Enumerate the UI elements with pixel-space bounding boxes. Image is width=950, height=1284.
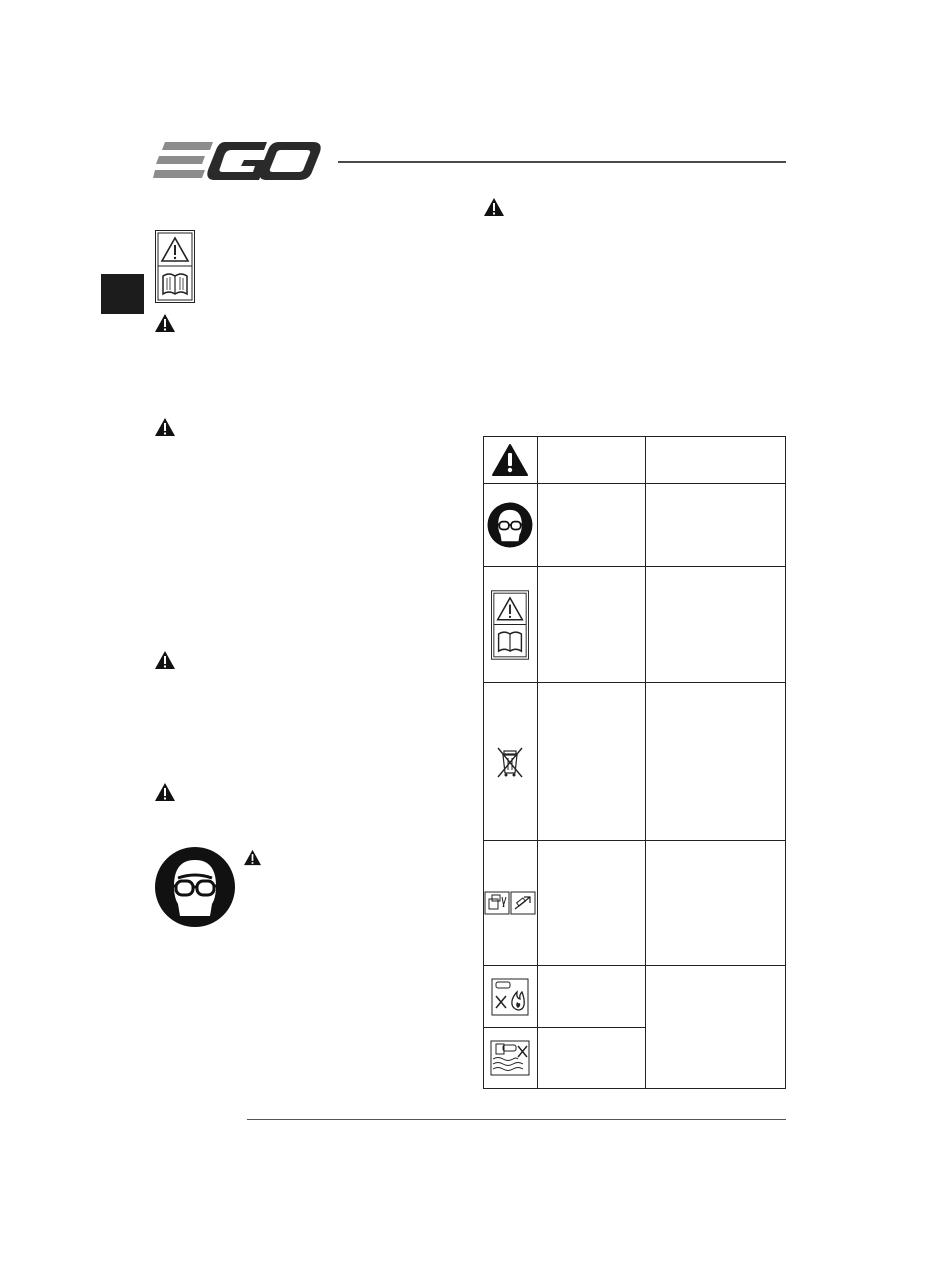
symbol-meaning-cell	[646, 841, 786, 966]
no-fire-icon	[491, 978, 529, 1016]
warning-triangle-icon	[491, 443, 529, 477]
table-row	[484, 841, 786, 966]
table-row	[484, 966, 786, 1028]
symbol-name-cell	[537, 841, 645, 966]
eye-protection-icon	[154, 846, 236, 928]
header-rule	[338, 161, 786, 163]
table-row	[484, 683, 786, 841]
symbol-cell	[484, 966, 538, 1028]
no-water-icon	[490, 1040, 530, 1076]
table-row	[484, 437, 786, 484]
warning-triangle-icon	[154, 650, 176, 670]
symbol-name-cell	[537, 567, 645, 683]
warning-triangle-icon	[243, 849, 262, 866]
symbol-name-cell	[537, 683, 645, 841]
symbol-cell	[484, 567, 538, 683]
symbol-meaning-cell	[646, 484, 786, 567]
read-manual-icon	[491, 590, 529, 660]
symbol-cell	[484, 437, 538, 484]
symbol-meaning-cell	[646, 966, 786, 1089]
symbol-cell	[484, 1028, 538, 1089]
crossed-bin-icon	[495, 745, 525, 779]
symbol-meaning-cell	[646, 683, 786, 841]
read-manual-icon	[155, 230, 195, 303]
symbol-name-cell	[537, 437, 645, 484]
warning-triangle-icon	[154, 313, 176, 333]
table-row	[484, 567, 786, 683]
symbol-cell	[484, 841, 538, 966]
language-tab	[101, 274, 144, 314]
symbol-name-cell	[537, 966, 645, 1028]
symbol-meaning-cell	[646, 567, 786, 683]
warning-triangle-icon	[483, 197, 505, 217]
footer-rule	[247, 1119, 786, 1120]
symbol-cell	[484, 484, 538, 567]
ego-logo	[153, 140, 321, 182]
symbol-cell	[484, 683, 538, 841]
symbol-name-cell	[537, 484, 645, 567]
symbols-table	[483, 436, 786, 1089]
warning-triangle-icon	[154, 782, 176, 802]
symbol-meaning-cell	[646, 437, 786, 484]
table-row	[484, 484, 786, 567]
warning-triangle-icon	[154, 417, 176, 437]
symbol-name-cell	[537, 1028, 645, 1089]
eye-protection-icon	[487, 502, 533, 548]
battery-transport-icon	[484, 891, 536, 915]
